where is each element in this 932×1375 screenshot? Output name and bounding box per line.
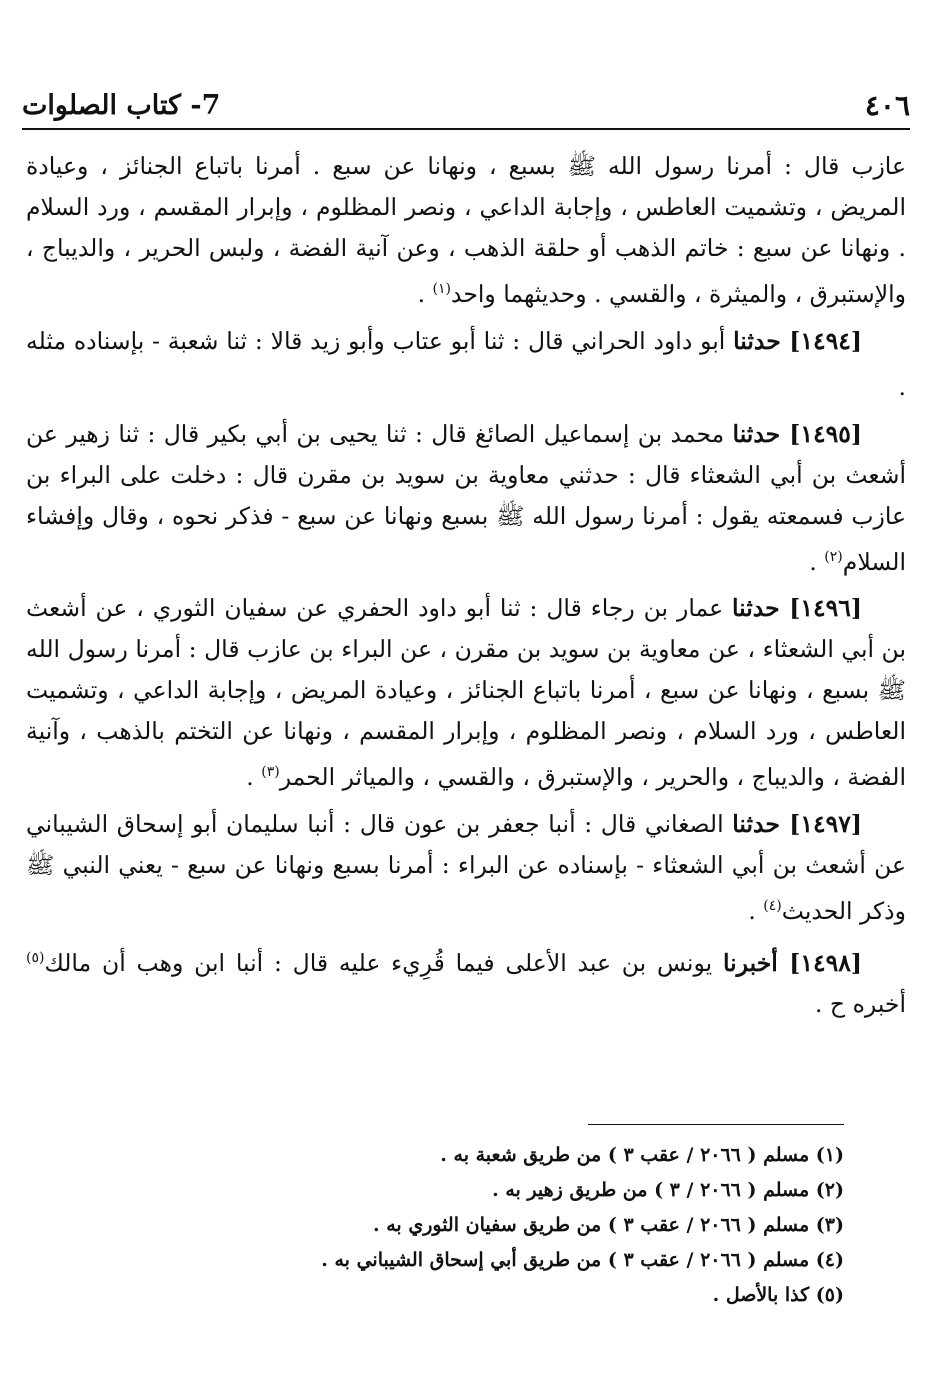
footnote-ref: (٤) [763, 898, 782, 915]
footnote-ref: (١) [432, 281, 451, 297]
hadith-1495: [١٤٩٥] حدثنا محمد بن إسماعيل الصائغ قال : ثنا يحيى بن أبي بكير قال : ثنا زهير عن أشعث بن أبي الشعثاء قال : حدثني معاوية بن سويد بن مقرن قال : دخلت على البراء بن عازب فسمعته يقول : أمرنا رسول الله ﷺ بسبع ونهانا عن سبع - فذكر نحوه ، وقال وإفشاء السلام$^{(٢)}$ . [26, 419, 906, 576]
main-text [26, 146, 906, 1031]
footnote-ref: (٢) [824, 548, 843, 565]
hadith-1494 [26, 321, 906, 408]
paragraph-text: يونس بن عبد الأعلى فيما قُرِيء عليه قال : أنبا ابن وهب أن مالك [44, 948, 723, 977]
paragraph-text: أبو داود الحراني قال : ثنا أبو عتاب وأبو زيد قالا : ثنا شعبة - بإسناده مثله . [26, 326, 906, 401]
paragraph-continuation: عازب قال : أمرنا رسول الله ﷺ بسبع ، ونهانا عن سبع . أمرنا باتباع الجنائز ، وعيادة المريض ، وتشميت العاطس ، وإجابة الداعي ، ونصر المظلوم ، وإبرار المقسم ، ورد السلام . ونهانا عن سبع : خاتم الذهب أو حلقة الذهب ، وعن آنية الفضة ، ولبس الحرير ، والديباج ، والإستبرق ، والميثرة ، والقسي . وحديثهما واحد$^{(١)}$ . [26, 152, 906, 308]
hadith-1496: [١٤٩٦] حدثنا عمار بن رجاء قال : ثنا أبو داود الحفري عن سفيان الثوري ، عن أشعث بن أبي الشعثاء ، عن معاوية بن سويد بن مقرن ، عن البراء بن عازب قال : أمرنا رسول الله ﷺ بسبع ، ونهانا عن سبع ، أمرنا باتباع الجنائز ، وعيادة المريض ، وإجابة الداعي ، وتشميت العاطس ، ورد السلام ، ونصر المظلوم ، وإبرار المقسم ، ونهانا عن التختم بالذهب ، وآنية الفضة ، والديباج ، والحرير ، والإستبرق ، والقسي ، والمياثر الحمر$^{(٣)}$ . [26, 594, 906, 792]
paragraph-text: الصغاني قال : أنبا جعفر بن عون قال : أنبا سليمان أبو إسحاق الشيباني عن أشعث بن أبي الشعثاء - بإسناده عن البراء : أمرنا بسبع ونهانا عن سبع - يعني النبي ﷺ وذكر الحديث [26, 810, 906, 926]
hadith-number: [١٤٩٦] حدثنا [731, 594, 862, 623]
page-number: ٤٠٦ [864, 88, 910, 122]
footnotes [60, 1138, 844, 1313]
footnote-ref: (٥) [26, 950, 45, 967]
paragraph-text: عمار بن رجاء قال : ثنا أبو داود الحفري عن سفيان الثوري ، عن أشعث بن أبي الشعثاء ، عن معاوية بن سويد بن مقرن ، عن البراء بن عازب قال : أمرنا رسول الله ﷺ بسبع ، ونهانا عن سبع ، أمرنا باتباع الجنائز ، وعيادة المريض ، وإجابة الداعي ، وتشميت العاطس ، ورد السلام ، ونصر المظلوم ، وإبرار المقسم ، ونهانا عن التختم بالذهب ، وآنية الفضة ، والديباج ، والحرير ، والإستبرق ، والقسي ، والمياثر الحمر [26, 594, 906, 792]
footnote-3: (٣) مسلم ( ٢٠٦٦ / عقب ٣ ) من طريق سفيان الثوري به . [373, 1214, 844, 1236]
hadith-1498: [١٤٩٨] أخبرنا يونس بن عبد الأعلى فيما قُرِيء عليه قال : أنبا ابن وهب أن مالك$^{(٥)}$ أخبره ح . [26, 948, 906, 1018]
footnote-4: (٤) مسلم ( ٢٠٦٦ / عقب ٣ ) من طريق أبي إسحاق الشيباني به . [321, 1249, 844, 1271]
chapter-title: 7- كتاب الصلوات [22, 89, 221, 121]
hadith-number: [١٤٩٨] أخبرنا [722, 948, 862, 977]
paragraph-text: محمد بن إسماعيل الصائغ قال : ثنا يحيى بن أبي بكير قال : ثنا زهير عن أشعث بن أبي الشعثاء قال : حدثني معاوية بن سويد بن مقرن قال : دخلت على البراء بن عازب فسمعته يقول : أمرنا رسول الله ﷺ بسبع ونهانا عن سبع - فذكر نحوه ، وقال وإفشاء السلام [26, 419, 906, 576]
footnote-1: (١) مسلم ( ٢٠٦٦ / عقب ٣ ) من طريق شعبة به . [440, 1144, 844, 1166]
footnote-2: (٢) مسلم ( ٢٠٦٦ / ٣ ) من طريق زهير به . [492, 1179, 844, 1201]
hadith-number: [١٤٩٤] حدثنا [733, 326, 862, 355]
footnote-ref: (٣) [261, 764, 280, 781]
hadith-1497: [١٤٩٧] حدثنا الصغاني قال : أنبا جعفر بن عون قال : أنبا سليمان أبو إسحاق الشيباني عن أشعث بن أبي الشعثاء - بإسناده عن البراء : أمرنا بسبع ونهانا عن سبع - يعني النبي ﷺ وذكر الحديث$^{(٤)}$ . [26, 810, 906, 926]
running-header [22, 82, 910, 130]
footnote-5: (٥) كذا بالأصل . [712, 1284, 844, 1306]
paragraph-text: عازب قال : أمرنا رسول الله ﷺ بسبع ، ونهانا عن سبع . أمرنا باتباع الجنائز ، وعيادة المريض ، وتشميت العاطس ، وإجابة الداعي ، ونصر المظلوم ، وإبرار المقسم ، ورد السلام . ونهانا عن سبع : خاتم الذهب أو حلقة الذهب ، وعن آنية الفضة ، ولبس الحرير ، والديباج ، والإستبرق ، والميثرة ، والقسي . وحديثهما واحد [26, 152, 906, 308]
hadith-number: [١٤٩٧] حدثنا [732, 810, 862, 839]
hadith-number: [١٤٩٥] حدثنا [732, 419, 862, 448]
footnote-separator [588, 1124, 844, 1125]
